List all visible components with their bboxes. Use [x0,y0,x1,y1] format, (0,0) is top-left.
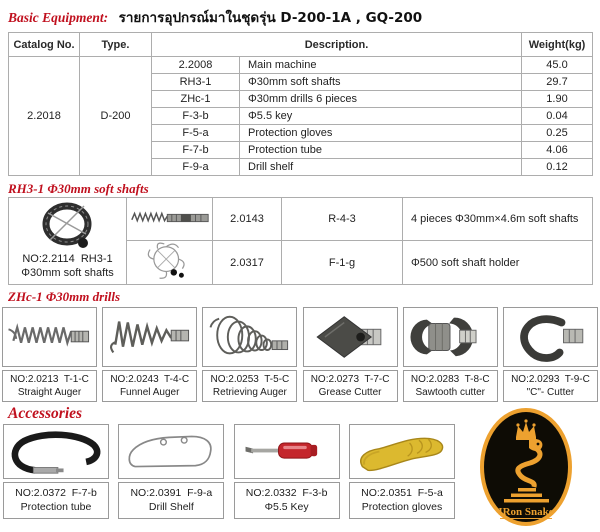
title-label: Basic Equipment: [8,10,109,25]
item-code: F-5-a [152,125,240,142]
accessory-image-box [349,424,455,479]
item-description: Protection tube [240,142,522,159]
drill-code: NO:2.0243 T-4-C [110,374,190,385]
shaft-row-type: F-1-g [282,241,403,285]
protection-gloves-icon [352,427,452,476]
drill-image-box [503,307,598,367]
drill-label-box [202,370,297,402]
drill-card [202,307,297,402]
item-description: Φ30mm soft shafts [240,74,522,91]
title-thai-text: รายการอุปกรณ์มาในชุดรุ่น D-200-1A , GQ-200 [118,10,423,26]
drill-name: Straight Auger [17,387,82,398]
item-weight: 29.7 [522,74,593,91]
shaft-row-code: 2.0317 [213,241,282,285]
accessory-card [234,424,340,519]
item-description: Drill shelf [240,159,522,176]
drill-label-box [102,370,197,402]
accessory-label-box [234,482,340,519]
item-description: Φ5.5 key [240,108,522,125]
item-description: Main machine [240,57,522,74]
drill-code: NO:2.0293 T-9-C [511,374,590,385]
item-code: RH3-1 [152,74,240,91]
table-header-row [9,33,593,57]
coiled-soft-shaft-icon [39,202,97,250]
item-code: F-9-a [152,159,240,176]
drill-name: Funnel Auger [119,387,180,398]
accessory-card [118,424,224,519]
accessory-name: Protection gloves [361,500,443,513]
soft-shaft-piece-icon [130,209,210,227]
accessory-card [3,424,109,519]
accessory-label-box [3,482,109,519]
drills-heading: ZHc-1 Φ30mm drills [8,289,121,304]
protection-tube-icon [6,427,106,476]
drill-card [2,307,97,402]
accessories-heading: Accessories [8,405,83,422]
accessory-card [349,424,455,519]
drills-grid [2,307,598,402]
drill-name: "C"- Cutter [526,387,575,398]
item-description: Φ30mm drills 6 pieces [240,91,522,108]
grease-cutter-icon [305,310,395,364]
soft-shaft-piece-cell [127,198,213,241]
product-label-line2: Φ30mm soft shafts [21,266,114,279]
accessory-code: NO:2.0332 F-3-b [245,487,328,499]
item-weight: 45.0 [522,57,593,74]
header-type: Type. [80,33,152,57]
shaft-row-description: 4 pieces Φ30mm×4.6m soft shafts [403,198,593,241]
drill-image-box [202,307,297,367]
retrieving-auger-icon [205,310,295,364]
accessory-image-box [3,424,109,479]
page-title [8,6,592,28]
item-code: ZHc-1 [152,91,240,108]
funnel-auger-icon [105,310,195,364]
drill-code: NO:2.0273 T-7-C [310,374,390,385]
item-weight: 0.25 [522,125,593,142]
brand-logo [478,407,574,527]
shaft-row-description: Φ500 soft shaft holder [403,241,593,285]
soft-shafts-table [8,197,593,285]
item-weight: 0.04 [522,108,593,125]
drill-code: NO:2.0283 T-8-C [410,374,490,385]
drill-card [403,307,498,402]
header-catalog-no: Catalog No. [9,33,80,57]
accessory-name: Drill Shelf [148,500,194,513]
product-label-line1: NO:2.2114 RH3-1 [22,252,113,265]
header-description: Description. [152,33,522,57]
basic-equipment-table [8,32,593,176]
drill-card [102,307,197,402]
drill-image-box [2,307,97,367]
drill-label-box [503,370,598,402]
item-code: F-7-b [152,142,240,159]
shaft-row-code: 2.0143 [213,198,282,241]
accessory-name: Protection tube [20,500,92,513]
c-cutter-icon [505,310,595,364]
drill-name: Sawtooth cutter [415,387,485,398]
header-weight: Weight(kg) [522,33,593,57]
shaft-holder-cell [127,241,213,285]
item-weight: 0.12 [522,159,593,176]
item-description: Protection gloves [240,125,522,142]
accessories-grid [3,424,455,519]
accessory-label-box [349,482,455,519]
drill-code: NO:2.0253 T-5-C [210,374,290,385]
iron-snake-logo-icon [478,407,574,527]
drill-label-box [2,370,97,402]
drill-label-box [403,370,498,402]
accessory-label-box [118,482,224,519]
shaft-holder-icon [142,242,198,280]
accessory-image-box [118,424,224,479]
drill-image-box [102,307,197,367]
drill-name: Grease Cutter [318,387,382,398]
logo-text: IRon Snake [498,506,554,518]
soft-shaft-product-label [9,253,126,281]
straight-auger-icon [5,310,95,364]
accessory-name: Φ5.5 Key [264,500,309,513]
table-row [9,57,593,74]
soft-shafts-heading: RH3-1 Φ30mm soft shafts [8,181,149,196]
drill-image-box [403,307,498,367]
item-code: F-3-b [152,108,240,125]
accessory-image-box [234,424,340,479]
screwdriver-key-icon [237,427,337,476]
table-row [9,198,593,241]
type-value: D-200 [80,57,152,176]
accessory-code: NO:2.0372 F-7-b [15,487,97,499]
item-code: 2.2008 [152,57,240,74]
drill-shelf-icon [121,427,221,476]
sawtooth-cutter-icon [405,310,495,364]
shaft-row-type: R-4-3 [282,198,403,241]
soft-shaft-product-cell [9,198,127,285]
drill-card [303,307,398,402]
drill-image-box [303,307,398,367]
accessory-code: NO:2.0351 F-5-a [361,487,443,499]
drill-card [503,307,598,402]
item-weight: 1.90 [522,91,593,108]
drill-label-box [303,370,398,402]
accessory-code: NO:2.0391 F-9-a [130,487,213,499]
item-weight: 4.06 [522,142,593,159]
drill-code: NO:2.0213 T-1-C [10,374,89,385]
drill-name: Retrieving Auger [212,387,287,398]
catalog-no-value: 2.2018 [9,57,80,176]
